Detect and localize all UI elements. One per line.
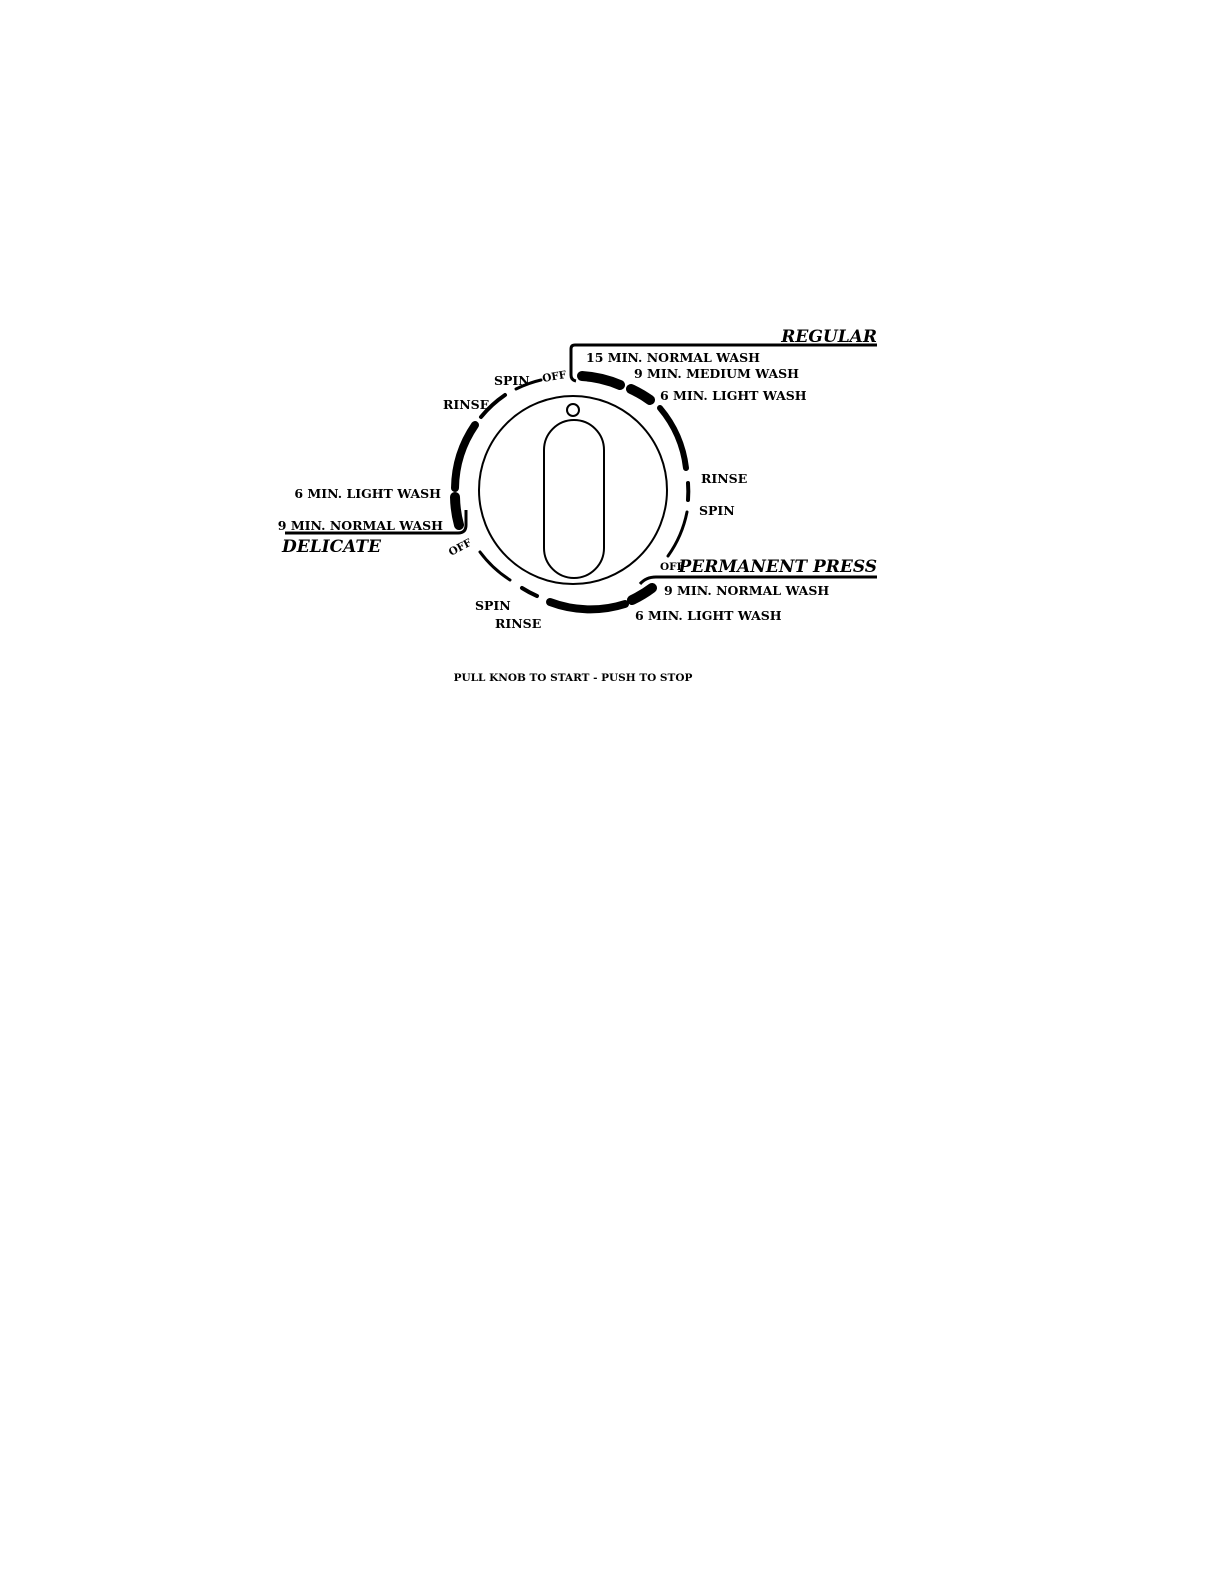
permanent-press-step-rinse: RINSE	[495, 616, 542, 631]
timer-knob[interactable]	[479, 396, 667, 584]
regular-cycle-title: REGULAR	[781, 327, 877, 347]
delicate-step-off: OFF	[541, 368, 568, 385]
delicate-arc-9-min-normal-wash	[455, 497, 459, 525]
regular-step-6-min-light-wash: 6 MIN. LIGHT WASH	[660, 388, 807, 403]
permanent-press-step-off: OFF	[446, 536, 474, 559]
regular-arc-9-min-medium-wash	[631, 389, 650, 400]
regular-arc-6-min-light-wash	[660, 408, 686, 468]
delicate-step-rinse: RINSE	[443, 397, 490, 412]
delicate-step-spin: SPIN	[494, 373, 530, 388]
regular-step-off: OFF	[660, 561, 685, 573]
regular-step-9-min-medium-wash: 9 MIN. MEDIUM WASH	[634, 366, 799, 381]
permanent-press-step-spin: SPIN	[475, 598, 511, 613]
knob-grip[interactable]	[544, 420, 604, 578]
permanent-press-cycle-title: PERMANENT PRESS	[678, 557, 877, 577]
permanent-press-step-6-min-light-wash: 6 MIN. LIGHT WASH	[635, 608, 782, 623]
permanent-press-arc-rinse	[522, 588, 537, 596]
regular-arc-spin	[668, 512, 687, 556]
delicate-step-6-min-light-wash: 6 MIN. LIGHT WASH	[294, 486, 441, 501]
knob-outer-ring	[479, 396, 667, 584]
permanent-press-step-9-min-normal-wash: 9 MIN. NORMAL WASH	[664, 583, 830, 598]
knob-pointer-indicator	[567, 404, 579, 416]
regular-arc-15-min-normal-wash	[582, 376, 620, 385]
delicate-step-9-min-normal-wash: 9 MIN. NORMAL WASH	[277, 518, 443, 533]
delicate-arc-6-min-light-wash	[455, 425, 475, 488]
permanent-press-arc-9-min-normal-wash	[632, 588, 652, 600]
delicate-cycle-title: DELICATE	[282, 537, 382, 557]
permanent-press-arc-6-min-light-wash	[550, 602, 625, 609]
knob-instruction: PULL KNOB TO START - PUSH TO STOP	[453, 672, 693, 684]
regular-step-spin: SPIN	[699, 503, 735, 518]
regular-step-rinse: RINSE	[701, 471, 748, 486]
regular-step-15-min-normal-wash: 15 MIN. NORMAL WASH	[586, 350, 760, 365]
